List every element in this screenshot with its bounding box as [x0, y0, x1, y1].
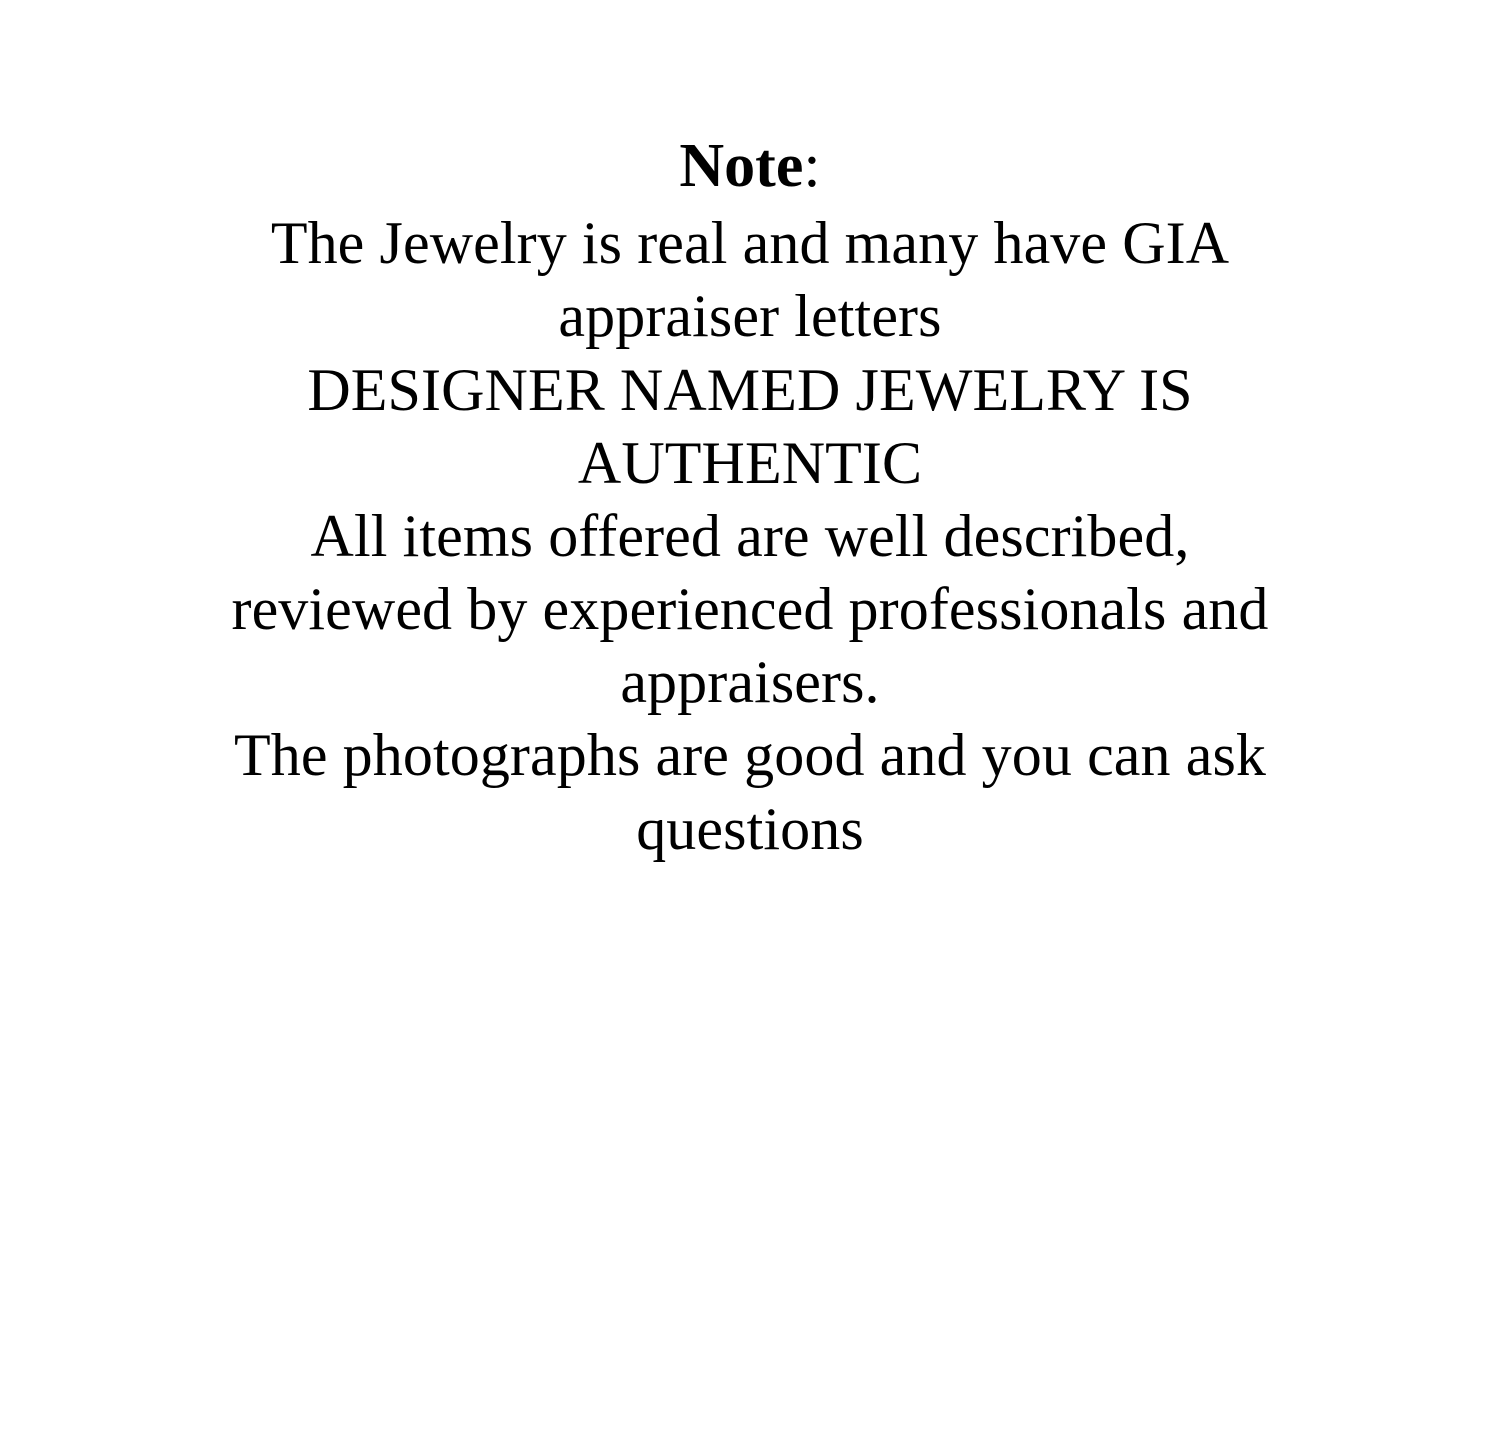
text-line: DESIGNER NAMED JEWELRY IS — [307, 356, 1193, 423]
text-line: All items offered are well described, — [310, 502, 1190, 569]
text-line: questions — [636, 795, 864, 862]
paragraph-designer-authentic — [150, 354, 1350, 500]
note-block — [150, 130, 1350, 866]
text-line: appraisers. — [620, 649, 880, 716]
paragraph-jewelry-real — [150, 207, 1350, 353]
text-line: AUTHENTIC — [577, 429, 923, 496]
text-line: appraiser letters — [558, 283, 942, 350]
paragraph-photographs — [150, 719, 1350, 865]
note-heading-colon: : — [803, 132, 821, 200]
text-line: The Jewelry is real and many have GIA — [270, 210, 1230, 277]
text-line: The photographs are good and you can ask — [233, 722, 1267, 789]
note-heading-word: Note — [679, 132, 804, 200]
text-line: reviewed by experienced professionals and — [231, 576, 1269, 643]
note-heading — [150, 130, 1350, 203]
paragraph-items-described — [150, 500, 1350, 720]
